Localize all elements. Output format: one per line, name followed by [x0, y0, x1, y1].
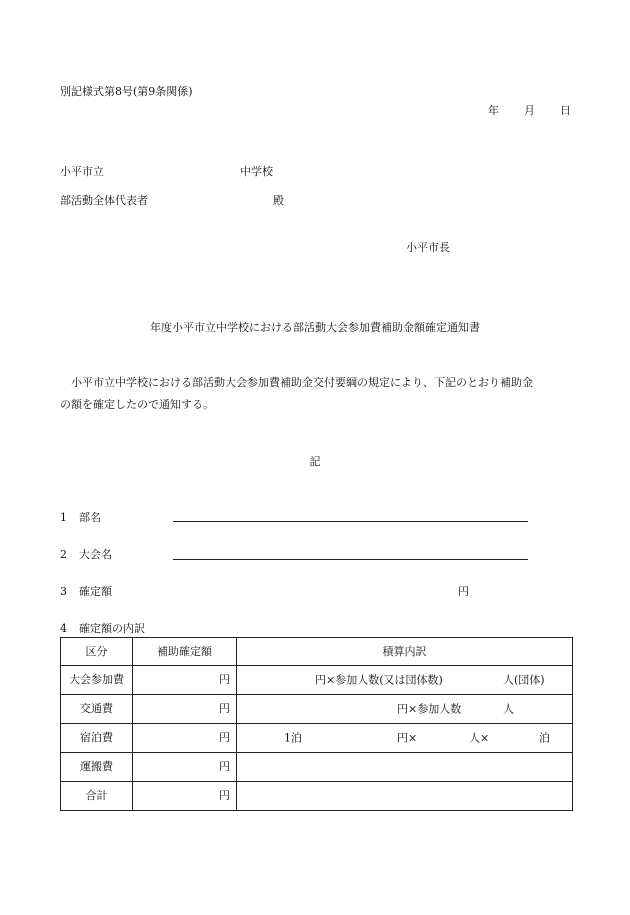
- row-amount: 円: [133, 753, 237, 782]
- club-name-underline: [173, 521, 528, 522]
- recipient-label: 部活動全体代表者: [60, 194, 148, 207]
- row-calculation: [237, 695, 573, 724]
- table-header-row: [61, 638, 573, 666]
- school-prefix: 小平市立: [60, 165, 104, 178]
- document-title: 年度小平市立中学校における部活動大会参加費補助金額確定通知書: [150, 321, 480, 334]
- row-calculation: [237, 782, 573, 811]
- calc-text: 泊: [539, 731, 550, 745]
- item-number: 1: [60, 511, 67, 524]
- body-line-2: の額を確定したので通知する。: [60, 398, 214, 411]
- row-amount: 円: [133, 695, 237, 724]
- calc-text: 人(団体): [503, 673, 545, 687]
- table-row: [61, 753, 573, 782]
- table-row: [61, 724, 573, 753]
- date-month-label: 月: [524, 104, 535, 117]
- item-label: 確定額の内訳: [79, 622, 145, 635]
- recipient-honorific: 殿: [273, 194, 284, 207]
- row-calculation: [237, 666, 573, 695]
- body-line-1: 小平市立中学校における部活動大会参加費補助金交付要綱の規定により、下記のとおり補助金: [71, 376, 533, 389]
- table-row: [61, 782, 573, 811]
- row-category: 合計: [61, 782, 133, 811]
- table-row: [61, 695, 573, 724]
- row-amount: 円: [133, 724, 237, 753]
- row-calculation: [237, 753, 573, 782]
- item-number: 4: [60, 622, 67, 635]
- item-number: 3: [60, 585, 67, 598]
- row-amount: 円: [133, 666, 237, 695]
- school-suffix: 中学校: [240, 165, 273, 178]
- item-label: 部名: [79, 511, 101, 524]
- calc-text: 円×: [397, 731, 418, 745]
- form-number: 別記様式第8号(第9条関係): [60, 85, 193, 98]
- row-calculation: [237, 724, 573, 753]
- tournament-name-underline: [173, 559, 528, 560]
- calc-text: 1泊: [284, 731, 302, 745]
- column-header-calculation: 積算内訳: [237, 638, 573, 666]
- column-header-category: 区分: [61, 638, 133, 666]
- item-number: 2: [60, 548, 67, 561]
- item-label: 大会名: [79, 548, 112, 561]
- item-label: 確定額: [79, 585, 112, 598]
- calc-text: 人: [503, 702, 514, 716]
- calc-text: 円×参加人数: [397, 702, 462, 716]
- date-day-label: 日: [560, 104, 571, 117]
- calc-text: 円×参加人数(又は団体数): [315, 673, 443, 687]
- row-amount: 円: [133, 782, 237, 811]
- calc-text: 人×: [469, 731, 490, 745]
- issuer-name: 小平市長: [406, 241, 450, 254]
- row-category: 交通費: [61, 695, 133, 724]
- breakdown-table: [60, 637, 573, 811]
- yen-unit: 円: [458, 585, 469, 598]
- table-row: [61, 666, 573, 695]
- row-category: 宿泊費: [61, 724, 133, 753]
- date-year-label: 年: [488, 104, 499, 117]
- ki-heading: 記: [309, 455, 321, 468]
- row-category: 大会参加費: [61, 666, 133, 695]
- row-category: 運搬費: [61, 753, 133, 782]
- column-header-amount: 補助確定額: [133, 638, 237, 666]
